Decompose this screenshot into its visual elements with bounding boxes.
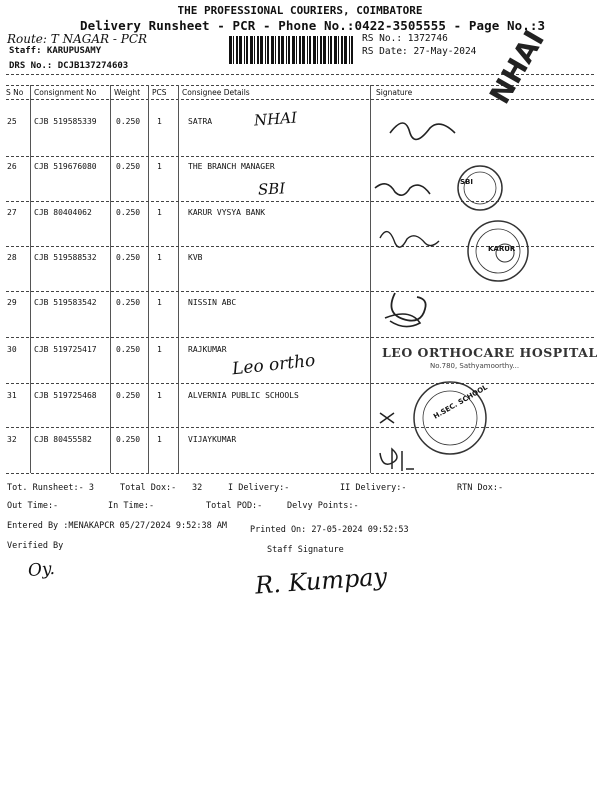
row-pcs: 1 [157, 298, 162, 307]
barcode-bar [330, 36, 332, 64]
barcode-bar [334, 36, 337, 64]
barcode-bar [317, 36, 318, 64]
staff-name: Staff: KARUPUSAMY [9, 46, 102, 56]
row-pcs: 1 [157, 345, 162, 354]
barcode-bar [236, 36, 238, 64]
row-weight: 0.250 [116, 117, 141, 126]
school-stamp-text: H.SEC. SCHOOL [432, 383, 489, 421]
barcode-bar [286, 36, 287, 64]
barcode-bar [288, 36, 290, 64]
barcode-bar [278, 36, 280, 64]
row-sno: 28 [7, 253, 17, 262]
row-consignment: CJB 80455582 [34, 435, 92, 444]
barcode-bar [239, 36, 242, 64]
barcode-bar [281, 36, 284, 64]
kvb-stamp-text: KARUR [488, 245, 516, 253]
col-header-consignment: Consignment No [34, 88, 97, 97]
row-sno: 29 [7, 298, 17, 307]
staff-signature: R. Kumpay [254, 562, 389, 600]
col-divider [110, 85, 111, 473]
barcode-bar [292, 36, 295, 64]
delvy-points: Delvy Points:- [287, 501, 359, 511]
row-pcs: 1 [157, 435, 162, 444]
row-sno: 31 [7, 391, 17, 400]
verified-signature: Oy. [27, 558, 56, 582]
sbi-stamp-text: SBI [460, 178, 473, 186]
barcode-bar [338, 36, 339, 64]
row-pcs: 1 [157, 117, 162, 126]
staff-signature-label: Staff Signature [267, 545, 344, 555]
runsheet-title: Delivery Runsheet - PCR - Phone No.:0422-3505555 - Page No.:3 [80, 18, 546, 33]
row-consignment: CJB 519588532 [34, 253, 97, 262]
col-header-pcs: PCS [152, 88, 167, 97]
col-divider [148, 85, 149, 473]
barcode-bar [344, 36, 347, 64]
barcode-bar [323, 36, 326, 64]
row-weight: 0.250 [116, 253, 141, 262]
row-sno: 32 [7, 435, 17, 444]
row-sno: 26 [7, 162, 17, 171]
row-weight: 0.250 [116, 391, 141, 400]
row-consignment: CJB 519725468 [34, 391, 97, 400]
entered-by: Entered By :MENAKAPCR 05/27/2024 9:52:38 AM [7, 521, 228, 531]
company-title: THE PROFESSIONAL COURIERS, COIMBATORE [177, 4, 423, 17]
row-weight: 0.250 [116, 208, 141, 217]
row-consignee: THE BRANCH MANAGER [188, 162, 275, 171]
row-weight: 0.250 [116, 435, 141, 444]
barcode [229, 36, 353, 64]
row-consignee: KARUR VYSYA BANK [188, 208, 266, 217]
route [7, 32, 147, 46]
printed-on: Printed On: 27-05-2024 09:52:53 [250, 525, 409, 535]
total-pod: Total POD:- [206, 501, 263, 511]
row-sno: 30 [7, 345, 17, 354]
verified-by-label: Verified By [7, 541, 64, 551]
row-consignee: VIJAYKUMAR [188, 435, 237, 444]
route-value: T NAGAR - PCR [50, 32, 148, 46]
row-pcs: 1 [157, 208, 162, 217]
row-consignee: NISSIN ABC [188, 298, 237, 307]
barcode-bar [320, 36, 322, 64]
handwritten-note: Leo ortho [231, 350, 317, 380]
row-consignment: CJB 519676080 [34, 162, 97, 171]
i-delivery: I Delivery:- [228, 483, 290, 493]
barcode-bar [307, 36, 308, 64]
row-weight: 0.250 [116, 162, 141, 171]
row-pcs: 1 [157, 162, 162, 171]
drs-number: DRS No.: DCJB137274603 [9, 61, 129, 71]
row-pcs: 1 [157, 391, 162, 400]
barcode-bar [265, 36, 266, 64]
tot-runsheet: Tot. Runsheet:- 3 [7, 483, 94, 493]
row-consignee: KVB [188, 253, 203, 262]
col-divider [30, 85, 31, 473]
row-pcs: 1 [157, 253, 162, 262]
route-label: Route: [7, 32, 47, 46]
out-time: Out Time:- [7, 501, 59, 511]
table-bottom-rule [6, 473, 594, 474]
col-header-signature: Signature [376, 88, 413, 97]
handwritten-note: NHAI [253, 108, 298, 130]
row-weight: 0.250 [116, 298, 141, 307]
barcode-bar [246, 36, 248, 64]
hospital-address: No.780, Sathyamoorthy... [430, 362, 520, 370]
barcode-bar [296, 36, 297, 64]
row-sno: 27 [7, 208, 17, 217]
barcode-bar [267, 36, 269, 64]
barcode-bar [244, 36, 245, 64]
barcode-bar [351, 36, 353, 64]
barcode-bar [309, 36, 311, 64]
col-header-weight: Weight [114, 88, 141, 97]
barcode-bar [229, 36, 232, 64]
row-sno: 25 [7, 117, 17, 126]
total-dox-value: 32 [192, 483, 203, 493]
nhai-stamp-text: NHAI [483, 24, 552, 110]
col-header-consignee: Consignee Details [182, 88, 250, 97]
barcode-bar [302, 36, 305, 64]
row-consignment: CJB 519583542 [34, 298, 97, 307]
barcode-bar [260, 36, 263, 64]
row-consignment: CJB 519585339 [34, 117, 97, 126]
row-consignee: RAJKUMAR [188, 345, 227, 354]
row-weight: 0.250 [116, 345, 141, 354]
barcode-bar [250, 36, 253, 64]
barcode-bar [257, 36, 259, 64]
barcode-bar [254, 36, 255, 64]
row-consignment: CJB 80404062 [34, 208, 92, 217]
rs-date: RS Date: 27-May-2024 [362, 46, 477, 57]
ii-delivery: II Delivery:- [340, 483, 407, 493]
col-divider [178, 85, 179, 473]
barcode-bar [313, 36, 316, 64]
rs-number: RS No.: 1372746 [362, 33, 448, 44]
row-consignee: SATRA [188, 117, 213, 126]
rtn-dox: RTN Dox:- [457, 483, 504, 493]
in-time: In Time:- [108, 501, 155, 511]
hospital-stamp: LEO ORTHOCARE HOSPITAL [382, 345, 598, 360]
barcode-bar [233, 36, 234, 64]
total-dox-label: Total Dox:- [120, 483, 177, 493]
barcode-bar [341, 36, 343, 64]
signature-area [370, 88, 596, 473]
barcode-bar [271, 36, 274, 64]
row-consignee: ALVERNIA PUBLIC SCHOOLS [188, 391, 299, 400]
barcode-bar [275, 36, 276, 64]
handwritten-note: SBI [257, 179, 286, 199]
barcode-bar [328, 36, 329, 64]
barcode-bar [299, 36, 301, 64]
barcode-bar [349, 36, 350, 64]
row-consignment: CJB 519725417 [34, 345, 97, 354]
col-header-sno: S No [6, 88, 24, 97]
